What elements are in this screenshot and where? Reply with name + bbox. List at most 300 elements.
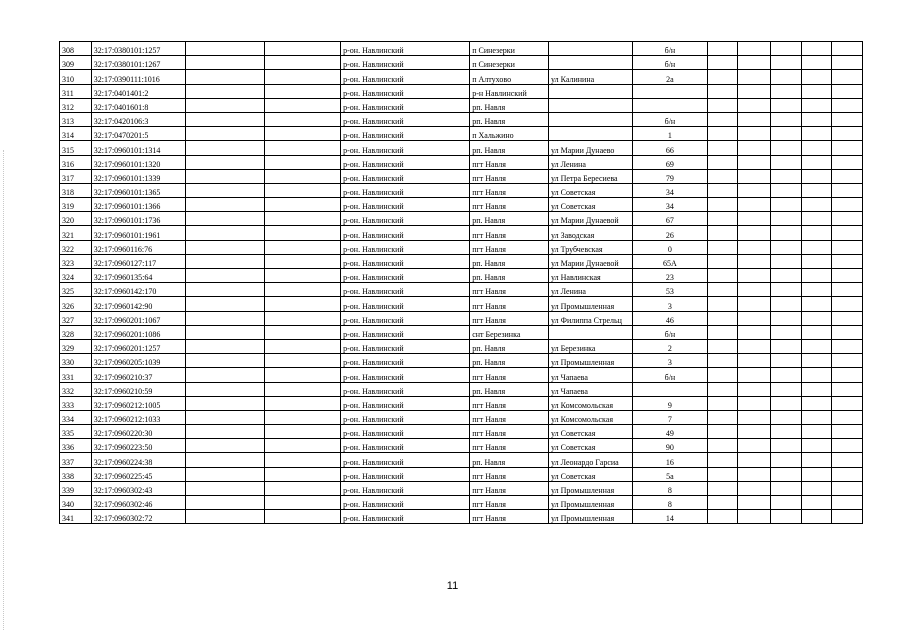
empty-cell <box>185 382 264 396</box>
cadastral-number-cell: 32:17:0960302:72 <box>91 510 185 524</box>
street-cell <box>548 112 632 126</box>
empty-cell <box>707 70 738 84</box>
street-cell: ул Петра Бересиева <box>548 169 632 183</box>
empty-cell <box>185 439 264 453</box>
empty-cell <box>707 410 738 424</box>
empty-cell <box>738 510 771 524</box>
empty-cell <box>707 240 738 254</box>
empty-cell <box>801 42 832 56</box>
row-number-cell: 310 <box>60 70 92 84</box>
empty-cell <box>771 42 802 56</box>
house-number-cell <box>633 98 707 112</box>
street-cell: ул Комсомольская <box>548 410 632 424</box>
cadastral-number-cell: 32:17:0960201:1067 <box>91 311 185 325</box>
empty-cell <box>707 226 738 240</box>
table-row <box>60 382 863 396</box>
house-number-cell: 66 <box>633 141 707 155</box>
table-row <box>60 311 863 325</box>
empty-cell <box>771 325 802 339</box>
district-cell: р-он. Навлинский <box>341 481 470 495</box>
empty-cell <box>801 141 832 155</box>
district-cell: р-он. Навлинский <box>341 410 470 424</box>
empty-cell <box>738 198 771 212</box>
street-cell: ул Советская <box>548 425 632 439</box>
street-cell: ул Калинина <box>548 70 632 84</box>
empty-cell <box>264 198 341 212</box>
street-cell: ул Советская <box>548 183 632 197</box>
house-number-cell: 2а <box>633 70 707 84</box>
empty-cell <box>771 382 802 396</box>
settlement-cell: пгт Навля <box>470 396 549 410</box>
empty-cell <box>771 70 802 84</box>
empty-cell <box>707 283 738 297</box>
empty-cell <box>832 240 863 254</box>
empty-cell <box>801 269 832 283</box>
table-row <box>60 212 863 226</box>
table-row <box>60 510 863 524</box>
settlement-cell: пгт Навля <box>470 169 549 183</box>
settlement-cell: пгт Навля <box>470 368 549 382</box>
empty-cell <box>832 70 863 84</box>
settlement-cell: пгт Навля <box>470 183 549 197</box>
empty-cell <box>771 311 802 325</box>
house-number-cell: б/н <box>633 325 707 339</box>
district-cell: р-он. Навлинский <box>341 283 470 297</box>
empty-cell <box>185 496 264 510</box>
empty-cell <box>707 311 738 325</box>
empty-cell <box>185 42 264 56</box>
house-number-cell: 90 <box>633 439 707 453</box>
empty-cell <box>264 283 341 297</box>
district-cell: р-он. Навлинский <box>341 169 470 183</box>
cadastral-number-cell: 32:17:0390111:1016 <box>91 70 185 84</box>
empty-cell <box>771 112 802 126</box>
empty-cell <box>771 212 802 226</box>
house-number-cell: б/н <box>633 368 707 382</box>
cadastral-number-cell: 32:17:0470201:5 <box>91 127 185 141</box>
house-number-cell: 49 <box>633 425 707 439</box>
empty-cell <box>832 396 863 410</box>
row-number-cell: 326 <box>60 297 92 311</box>
settlement-cell: рп. Навля <box>470 98 549 112</box>
empty-cell <box>801 98 832 112</box>
property-registry-table <box>59 41 863 524</box>
house-number-cell: 7 <box>633 410 707 424</box>
row-number-cell: 333 <box>60 396 92 410</box>
empty-cell <box>185 368 264 382</box>
settlement-cell: пгт Навля <box>470 283 549 297</box>
empty-cell <box>832 439 863 453</box>
empty-cell <box>185 70 264 84</box>
registry-body <box>60 42 863 524</box>
row-number-cell: 327 <box>60 311 92 325</box>
settlement-cell: пгт Навля <box>470 481 549 495</box>
street-cell: ул Советская <box>548 467 632 481</box>
empty-cell <box>832 42 863 56</box>
district-cell: р-он. Навлинский <box>341 212 470 226</box>
empty-cell <box>801 382 832 396</box>
cadastral-number-cell: 32:17:0420106:3 <box>91 112 185 126</box>
empty-cell <box>707 439 738 453</box>
street-cell: ул Ленина <box>548 155 632 169</box>
street-cell: ул Навлинская <box>548 269 632 283</box>
empty-cell <box>738 481 771 495</box>
district-cell: р-он. Навлинский <box>341 84 470 98</box>
settlement-cell: пгт Навля <box>470 226 549 240</box>
empty-cell <box>185 183 264 197</box>
empty-cell <box>707 98 738 112</box>
cadastral-number-cell: 32:17:0960210:37 <box>91 368 185 382</box>
empty-cell <box>771 510 802 524</box>
street-cell: ул Березинка <box>548 339 632 353</box>
empty-cell <box>832 510 863 524</box>
empty-cell <box>707 481 738 495</box>
empty-cell <box>707 169 738 183</box>
street-cell: ул Марии Дунаево <box>548 141 632 155</box>
empty-cell <box>771 198 802 212</box>
district-cell: р-он. Навлинский <box>341 453 470 467</box>
table-row <box>60 368 863 382</box>
table-row <box>60 283 863 297</box>
empty-cell <box>707 155 738 169</box>
empty-cell <box>832 425 863 439</box>
empty-cell <box>771 439 802 453</box>
empty-cell <box>185 56 264 70</box>
street-cell: ул Ленина <box>548 283 632 297</box>
cadastral-number-cell: 32:17:0960101:1339 <box>91 169 185 183</box>
cadastral-number-cell: 32:17:0960101:1365 <box>91 183 185 197</box>
district-cell: р-он. Навлинский <box>341 198 470 212</box>
table-row <box>60 70 863 84</box>
empty-cell <box>185 510 264 524</box>
district-cell: р-он. Навлинский <box>341 42 470 56</box>
empty-cell <box>707 510 738 524</box>
row-number-cell: 331 <box>60 368 92 382</box>
empty-cell <box>771 467 802 481</box>
empty-cell <box>264 467 341 481</box>
empty-cell <box>832 297 863 311</box>
settlement-cell: рп. Навля <box>470 339 549 353</box>
street-cell: ул Советская <box>548 439 632 453</box>
empty-cell <box>801 311 832 325</box>
table-row <box>60 453 863 467</box>
row-number-cell: 319 <box>60 198 92 212</box>
table-row <box>60 425 863 439</box>
row-number-cell: 336 <box>60 439 92 453</box>
empty-cell <box>771 410 802 424</box>
row-number-cell: 309 <box>60 56 92 70</box>
empty-cell <box>801 198 832 212</box>
empty-cell <box>264 496 341 510</box>
house-number-cell: 3 <box>633 297 707 311</box>
empty-cell <box>771 425 802 439</box>
empty-cell <box>264 98 341 112</box>
empty-cell <box>801 212 832 226</box>
table-row <box>60 269 863 283</box>
house-number-cell <box>633 382 707 396</box>
empty-cell <box>264 453 341 467</box>
empty-cell <box>738 410 771 424</box>
district-cell: р-он. Навлинский <box>341 141 470 155</box>
house-number-cell: 3 <box>633 354 707 368</box>
house-number-cell: 5а <box>633 467 707 481</box>
cadastral-number-cell: 32:17:0960302:43 <box>91 481 185 495</box>
settlement-cell: снт Березинка <box>470 325 549 339</box>
empty-cell <box>738 453 771 467</box>
row-number-cell: 334 <box>60 410 92 424</box>
table-row <box>60 112 863 126</box>
table-row <box>60 396 863 410</box>
row-number-cell: 317 <box>60 169 92 183</box>
empty-cell <box>801 84 832 98</box>
empty-cell <box>771 240 802 254</box>
street-cell: ул Промышленная <box>548 510 632 524</box>
empty-cell <box>707 212 738 226</box>
district-cell: р-он. Навлинский <box>341 269 470 283</box>
empty-cell <box>801 226 832 240</box>
empty-cell <box>264 339 341 353</box>
empty-cell <box>707 496 738 510</box>
table-row <box>60 198 863 212</box>
cadastral-number-cell: 32:17:0960212:1033 <box>91 410 185 424</box>
house-number-cell: 34 <box>633 183 707 197</box>
empty-cell <box>771 155 802 169</box>
empty-cell <box>185 155 264 169</box>
street-cell: ул Филиппа Стрельц <box>548 311 632 325</box>
district-cell: р-он. Навлинский <box>341 155 470 169</box>
row-number-cell: 339 <box>60 481 92 495</box>
table-row <box>60 481 863 495</box>
empty-cell <box>707 269 738 283</box>
empty-cell <box>801 481 832 495</box>
empty-cell <box>738 70 771 84</box>
empty-cell <box>738 339 771 353</box>
empty-cell <box>738 84 771 98</box>
empty-cell <box>832 325 863 339</box>
settlement-cell: рп. Навля <box>470 212 549 226</box>
empty-cell <box>185 269 264 283</box>
street-cell <box>548 127 632 141</box>
house-number-cell: б/н <box>633 112 707 126</box>
cadastral-number-cell: 32:17:0960225:45 <box>91 467 185 481</box>
empty-cell <box>832 84 863 98</box>
empty-cell <box>771 141 802 155</box>
row-number-cell: 311 <box>60 84 92 98</box>
house-number-cell: 67 <box>633 212 707 226</box>
empty-cell <box>738 169 771 183</box>
empty-cell <box>264 240 341 254</box>
empty-cell <box>832 354 863 368</box>
cadastral-number-cell: 32:17:0960201:1257 <box>91 339 185 353</box>
cadastral-number-cell: 32:17:0960101:1320 <box>91 155 185 169</box>
settlement-cell: п Синезерки <box>470 42 549 56</box>
cadastral-number-cell: 32:17:0960223:50 <box>91 439 185 453</box>
empty-cell <box>801 467 832 481</box>
settlement-cell: рп. Навля <box>470 382 549 396</box>
house-number-cell: 53 <box>633 283 707 297</box>
empty-cell <box>738 254 771 268</box>
settlement-cell: рп. Навля <box>470 112 549 126</box>
row-number-cell: 332 <box>60 382 92 396</box>
settlement-cell: рп. Навля <box>470 141 549 155</box>
empty-cell <box>264 439 341 453</box>
empty-cell <box>707 467 738 481</box>
empty-cell <box>771 368 802 382</box>
empty-cell <box>771 453 802 467</box>
empty-cell <box>264 510 341 524</box>
street-cell <box>548 84 632 98</box>
empty-cell <box>832 496 863 510</box>
settlement-cell: рп. Навля <box>470 453 549 467</box>
district-cell: р-он. Навлинский <box>341 396 470 410</box>
empty-cell <box>185 84 264 98</box>
empty-cell <box>832 98 863 112</box>
settlement-cell: пгт Навля <box>470 240 549 254</box>
settlement-cell: пгт Навля <box>470 198 549 212</box>
empty-cell <box>738 311 771 325</box>
empty-cell <box>832 283 863 297</box>
cadastral-number-cell: 32:17:0960135:64 <box>91 269 185 283</box>
empty-cell <box>801 56 832 70</box>
district-cell: р-он. Навлинский <box>341 354 470 368</box>
cadastral-number-cell: 32:17:0960127:117 <box>91 254 185 268</box>
district-cell: р-он. Навлинский <box>341 339 470 353</box>
empty-cell <box>707 339 738 353</box>
settlement-cell: пгт Навля <box>470 410 549 424</box>
row-number-cell: 338 <box>60 467 92 481</box>
cadastral-number-cell: 32:17:0960101:1736 <box>91 212 185 226</box>
empty-cell <box>707 425 738 439</box>
house-number-cell <box>633 84 707 98</box>
empty-cell <box>185 311 264 325</box>
empty-cell <box>801 240 832 254</box>
empty-cell <box>707 56 738 70</box>
house-number-cell: 8 <box>633 481 707 495</box>
house-number-cell: 1 <box>633 127 707 141</box>
empty-cell <box>801 283 832 297</box>
empty-cell <box>264 169 341 183</box>
empty-cell <box>738 127 771 141</box>
empty-cell <box>771 254 802 268</box>
district-cell: р-он. Навлинский <box>341 183 470 197</box>
house-number-cell: б/н <box>633 42 707 56</box>
row-number-cell: 318 <box>60 183 92 197</box>
empty-cell <box>801 510 832 524</box>
cadastral-number-cell: 32:17:0960142:170 <box>91 283 185 297</box>
empty-cell <box>832 339 863 353</box>
empty-cell <box>264 112 341 126</box>
empty-cell <box>832 368 863 382</box>
row-number-cell: 341 <box>60 510 92 524</box>
empty-cell <box>801 439 832 453</box>
house-number-cell: 9 <box>633 396 707 410</box>
empty-cell <box>185 425 264 439</box>
house-number-cell: 23 <box>633 269 707 283</box>
empty-cell <box>738 98 771 112</box>
empty-cell <box>771 297 802 311</box>
empty-cell <box>264 382 341 396</box>
district-cell: р-он. Навлинский <box>341 112 470 126</box>
empty-cell <box>738 396 771 410</box>
settlement-cell: пгт Навля <box>470 297 549 311</box>
empty-cell <box>738 226 771 240</box>
district-cell: р-он. Навлинский <box>341 127 470 141</box>
settlement-cell: рп. Навля <box>470 254 549 268</box>
settlement-cell: р-н Навлинский <box>470 84 549 98</box>
house-number-cell: 0 <box>633 240 707 254</box>
district-cell: р-он. Навлинский <box>341 226 470 240</box>
row-number-cell: 340 <box>60 496 92 510</box>
street-cell <box>548 98 632 112</box>
table-row <box>60 127 863 141</box>
empty-cell <box>738 141 771 155</box>
empty-cell <box>771 396 802 410</box>
empty-cell <box>707 396 738 410</box>
empty-cell <box>707 453 738 467</box>
cadastral-number-cell: 32:17:0960224:38 <box>91 453 185 467</box>
cadastral-number-cell: 32:17:0960220:30 <box>91 425 185 439</box>
street-cell: ул Марии Дунаевой <box>548 212 632 226</box>
cadastral-number-cell: 32:17:0960205:1039 <box>91 354 185 368</box>
table-row <box>60 56 863 70</box>
district-cell: р-он. Навлинский <box>341 98 470 112</box>
empty-cell <box>738 297 771 311</box>
empty-cell <box>832 141 863 155</box>
empty-cell <box>738 283 771 297</box>
empty-cell <box>185 283 264 297</box>
table-row <box>60 439 863 453</box>
table-row <box>60 42 863 56</box>
empty-cell <box>771 339 802 353</box>
district-cell: р-он. Навлинский <box>341 325 470 339</box>
district-cell: р-он. Навлинский <box>341 368 470 382</box>
row-number-cell: 322 <box>60 240 92 254</box>
cadastral-number-cell: 32:17:0960116:76 <box>91 240 185 254</box>
street-cell <box>548 56 632 70</box>
empty-cell <box>738 439 771 453</box>
table-row <box>60 226 863 240</box>
table-row <box>60 354 863 368</box>
empty-cell <box>771 169 802 183</box>
table-row <box>60 98 863 112</box>
house-number-cell: 34 <box>633 198 707 212</box>
empty-cell <box>771 269 802 283</box>
house-number-cell: 14 <box>633 510 707 524</box>
empty-cell <box>832 311 863 325</box>
empty-cell <box>264 56 341 70</box>
district-cell: р-он. Навлинский <box>341 425 470 439</box>
empty-cell <box>801 70 832 84</box>
row-number-cell: 328 <box>60 325 92 339</box>
empty-cell <box>185 98 264 112</box>
empty-cell <box>185 141 264 155</box>
empty-cell <box>707 382 738 396</box>
table-row <box>60 410 863 424</box>
empty-cell <box>801 453 832 467</box>
empty-cell <box>832 56 863 70</box>
settlement-cell: рп. Навля <box>470 354 549 368</box>
row-number-cell: 324 <box>60 269 92 283</box>
settlement-cell: пгт Навля <box>470 425 549 439</box>
district-cell: р-он. Навлинский <box>341 382 470 396</box>
empty-cell <box>832 155 863 169</box>
empty-cell <box>185 453 264 467</box>
street-cell: ул Заводская <box>548 226 632 240</box>
empty-cell <box>832 198 863 212</box>
page-edge-line <box>3 150 5 630</box>
empty-cell <box>801 354 832 368</box>
empty-cell <box>738 354 771 368</box>
